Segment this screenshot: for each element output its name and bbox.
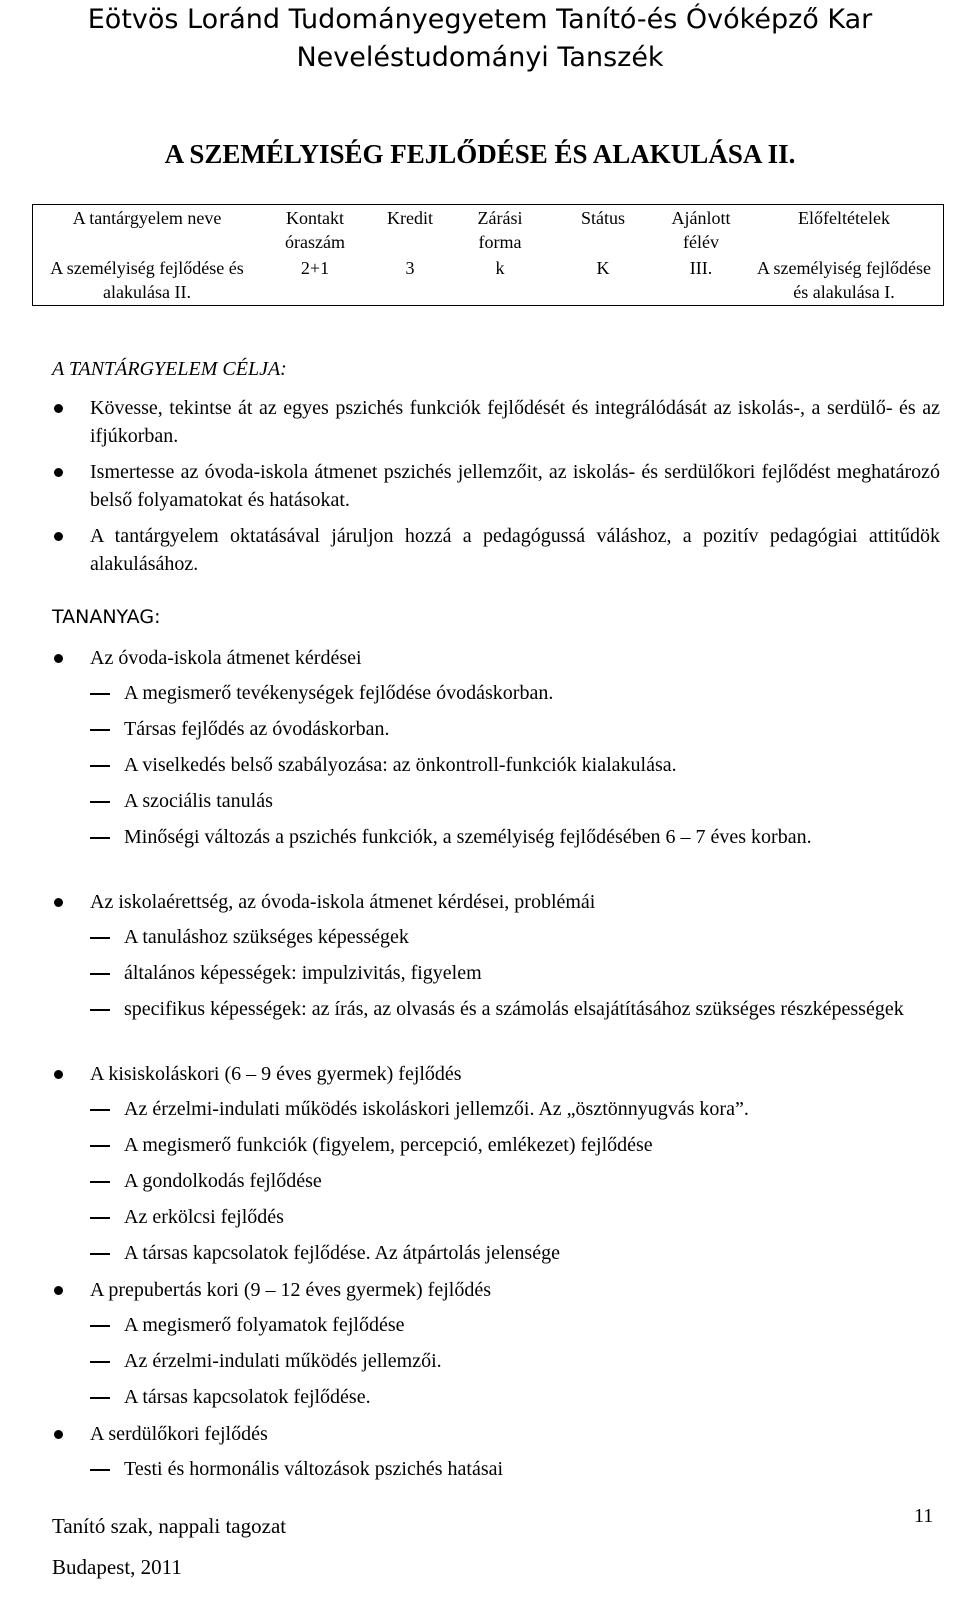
footer-place-date: Budapest, 2011 (52, 1555, 182, 1579)
dash-icon (90, 1253, 110, 1255)
list-item: Minőségi változás a pszichés funkciók, a személyiség fejlődésében 6 – 7 éves korban. (124, 826, 812, 848)
dash-icon (90, 937, 110, 939)
goal-item: A tantárgyelem oktatásával járuljon hozzá a pedagógussá váláshoz, a pozitív pedagógiai attitűdök alakulásához. (90, 525, 940, 575)
header-cell-credit: Kredit (387, 208, 433, 228)
content-section-title: A kisiskoláskori (6 – 9 éves gyermek) fejlődés (90, 1063, 462, 1085)
header-cell-hours: Kontakt óraszám (285, 208, 345, 252)
cell-prereq: A személyiség fejlődése és alakulása I. (757, 258, 931, 302)
header-cell-status: Státus (580, 208, 625, 228)
dash-icon (90, 1469, 110, 1471)
dash-icon (90, 801, 110, 803)
cell-semester: III. (689, 258, 713, 278)
dash-icon (90, 1361, 110, 1363)
department-name: Neveléstudományi Tanszék (296, 42, 664, 73)
dash-icon (90, 1397, 110, 1399)
dash-icon (90, 729, 110, 731)
page-number: 11 (914, 1505, 934, 1527)
footer-program: Tanító szak, nappali tagozat (52, 1514, 287, 1538)
dash-icon (90, 765, 110, 767)
list-item: A szociális tanulás (124, 790, 273, 812)
header-cell-prereq: Előfeltételek (798, 208, 890, 228)
cell-exam: k (495, 258, 505, 278)
bullet-icon (54, 1286, 63, 1295)
cell-credit: 3 (405, 258, 415, 278)
list-item: A társas kapcsolatok fejlődése. Az átpártolás jelensége (124, 1242, 560, 1264)
header-cell-name: A tantárgyelem neve (72, 208, 222, 228)
table-header-row (33, 205, 944, 256)
dash-icon (90, 1109, 110, 1111)
header-cell-exam: Zárási forma (477, 208, 523, 252)
list-item: általános képességek: impulzivitás, figyelem (124, 962, 482, 984)
list-item: A tanuláshoz szükséges képességek (124, 926, 409, 948)
bullet-icon (54, 1430, 63, 1439)
bullet-icon (54, 654, 63, 663)
dash-icon (90, 1181, 110, 1183)
list-item: A megismerő funkciók (figyelem, percepció, emlékezet) fejlődése (124, 1134, 653, 1156)
list-item: Testi és hormonális változások pszichés hatásai (124, 1458, 504, 1480)
bullet-icon (54, 532, 63, 541)
dash-icon (90, 1325, 110, 1327)
goal-item: Ismertesse az óvoda-iskola átmenet pszichés jellemzőit, az iskolás- és serdülőkori fejlődést meghatározó belső folyamatokat és hatásokat. (90, 461, 940, 511)
list-item: Az érzelmi-indulati működés jellemzői. (124, 1350, 442, 1372)
list-item: A megismerő folyamatok fejlődése (124, 1314, 405, 1336)
document-title: A SZEMÉLYISÉG FEJLŐDÉSE ÉS ALAKULÁSA II. (164, 139, 796, 169)
table-row (33, 255, 944, 306)
cell-name: A személyiség fejlődése és alakulása II. (50, 258, 244, 302)
institution-name: Eötvös Loránd Tudományegyetem Tanító-és Óvóképző Kar (87, 4, 873, 35)
bullet-icon (54, 898, 63, 907)
cell-status: K (596, 258, 610, 278)
content-section-title: Az iskolaérettség, az óvoda-iskola átmenet kérdései, problémái (90, 891, 596, 913)
goal-item: Kövesse, tekintse át az egyes pszichés funkciók fejlődését és integrálódását az iskolás-, a serdülő- és az ifjúkorban. (90, 397, 940, 447)
goal-heading: A TANTÁRGYELEM CÉLJA: (52, 358, 287, 380)
list-item: Az erkölcsi fejlődés (124, 1206, 284, 1228)
list-item: Társas fejlődés az óvodáskorban. (124, 718, 390, 740)
dash-icon (90, 837, 110, 839)
content-section-title: A prepubertás kori (9 – 12 éves gyermek) fejlődés (90, 1279, 491, 1301)
list-item: Az érzelmi-indulati működés iskoláskori jellemzői. Az „ösztönnyugvás kora”. (124, 1098, 749, 1120)
cell-hours: 2+1 (300, 258, 330, 278)
dash-icon (90, 973, 110, 975)
dash-icon (90, 693, 110, 695)
list-item: A megismerő tevékenységek fejlődése óvodáskorban. (124, 682, 554, 704)
dash-icon (90, 1217, 110, 1219)
dash-icon (90, 1009, 110, 1011)
content-heading: TANANYAG: (52, 606, 161, 628)
course-info-table (32, 204, 944, 306)
bullet-icon (54, 404, 63, 413)
header-cell-semester: Ajánlott félév (671, 208, 731, 252)
list-item: A viselkedés belső szabályozása: az önkontroll-funkciók kialakulása. (124, 754, 677, 776)
content-section-title: A serdülőkori fejlődés (90, 1423, 268, 1445)
list-item: specifikus képességek: az írás, az olvasás és a számolás elsajátításához szükséges részképességek (124, 998, 904, 1020)
bullet-icon (54, 1070, 63, 1079)
dash-icon (90, 1145, 110, 1147)
list-item: A társas kapcsolatok fejlődése. (124, 1386, 371, 1408)
list-item: A gondolkodás fejlődése (124, 1170, 322, 1192)
bullet-icon (54, 468, 63, 477)
content-section-title: Az óvoda-iskola átmenet kérdései (90, 647, 362, 669)
